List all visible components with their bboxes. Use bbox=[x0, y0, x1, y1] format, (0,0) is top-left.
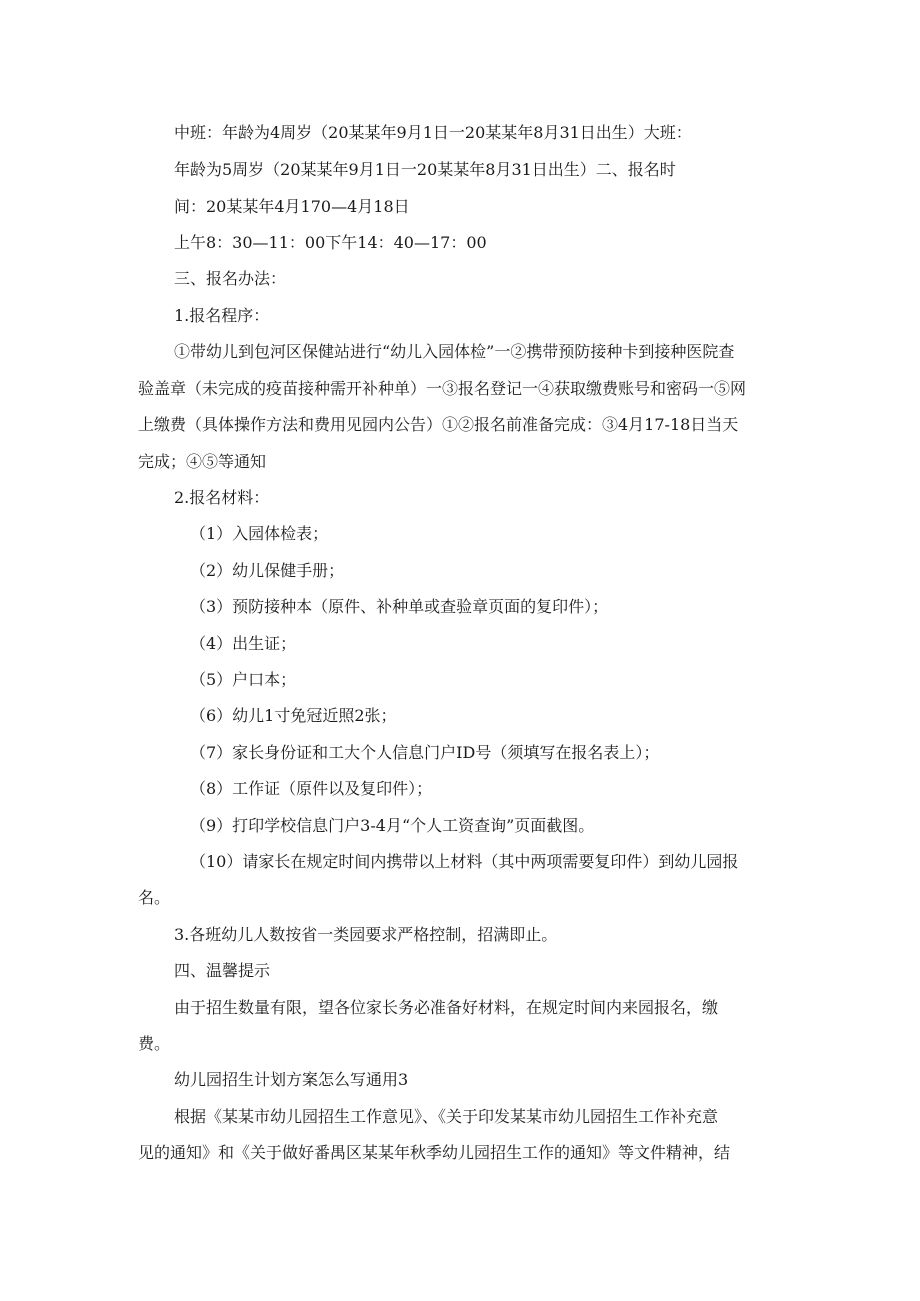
list-item: （2）幼儿保健手册； bbox=[190, 561, 345, 580]
text-line: 根据《某某市幼儿园招生工作意见》、《关于印发某某市幼儿园招生工作补充意 bbox=[174, 1107, 719, 1126]
text-line: 中班：年龄为4周岁（20某某年9月1日一20某某年8月31日出生）大班： bbox=[174, 123, 692, 142]
text-line: 名。 bbox=[138, 888, 171, 907]
list-item: （10）请家长在规定时间内携带以上材料（其中两项需要复印件）到幼儿园报 bbox=[190, 852, 739, 871]
article-title: 幼儿园招生计划方案怎么写通用3 bbox=[174, 1070, 409, 1089]
list-item: （4）出生证； bbox=[190, 634, 297, 653]
section-heading: 四、温馨提示 bbox=[174, 961, 271, 980]
list-item: （9）打印学校信息门户3-4月“个人工资查询”页面截图。 bbox=[190, 816, 595, 835]
text-line: 完成；④⑤等通知 bbox=[138, 452, 267, 471]
text-line: 由于招生数量有限，望各位家长务必准备好材料，在规定时间内来园报名，缴 bbox=[174, 998, 719, 1017]
text-line: 3.各班幼儿人数按省一类园要求严格控制，招满即止。 bbox=[174, 925, 558, 944]
list-item: （3）预防接种本（原件、补种单或查验章页面的复印件）； bbox=[190, 597, 609, 616]
list-item: （1）入园体检表； bbox=[190, 524, 329, 543]
subsection-heading: 2.报名材料： bbox=[174, 488, 270, 507]
text-line: 间：20某某年4月170—4月18日 bbox=[174, 197, 410, 216]
text-line: 见的通知》和《关于做好番禺区某某年秋季幼儿园招生工作的通知》等文件精神，结 bbox=[138, 1143, 731, 1162]
text-line: 上缴费（具体操作方法和费用见园内公告）①②报名前准备完成：③4月17-18日当天 bbox=[138, 415, 739, 434]
subsection-heading: 1.报名程序： bbox=[174, 306, 270, 325]
list-item: （8）工作证（原件以及复印件）； bbox=[190, 779, 433, 798]
text-line: 费。 bbox=[138, 1034, 171, 1053]
section-heading: 三、报名办法： bbox=[174, 269, 287, 288]
text-line: 年龄为5周岁（20某某年9月1日一20某某年8月31日出生）二、报名时 bbox=[174, 160, 676, 179]
text-line: ①带幼儿到包河区保健站进行“幼儿入园体检”一②携带预防接种卡到接种医院查 bbox=[174, 342, 735, 361]
text-line: 上午8：30—11：00下午14：40—17：00 bbox=[174, 233, 487, 252]
text-line: 验盖章（未完成的疫苗接种需开补种单）一③报名登记一④获取缴费账号和密码一⑤网 bbox=[138, 379, 747, 398]
list-item: （7）家长身份证和工大个人信息门户ID号（须填写在报名表上）； bbox=[190, 743, 660, 762]
list-item: （5）户口本； bbox=[190, 670, 297, 689]
list-item: （6）幼儿1寸免冠近照2张； bbox=[190, 706, 397, 725]
